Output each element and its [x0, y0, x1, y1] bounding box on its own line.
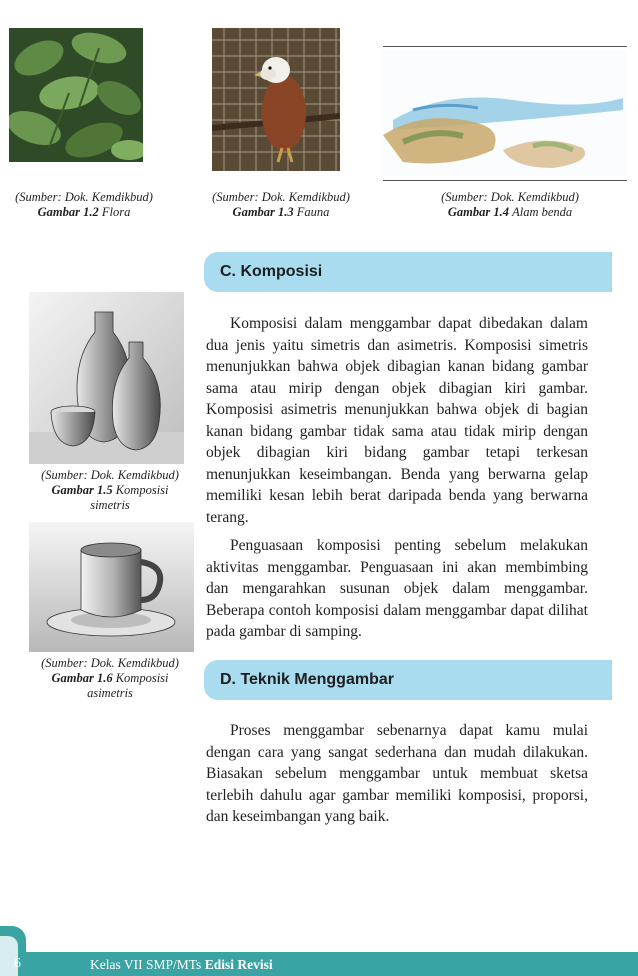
section-d-header	[204, 660, 612, 700]
figure-source: (Sumber: Dok. Kemdikbud)	[15, 190, 153, 204]
footer-edition-text: Edisi Revisi	[204, 957, 273, 972]
figure-title: Alam benda	[512, 205, 573, 219]
symmetric-vases-sketch	[29, 292, 184, 464]
footer-class-text: Kelas VII SMP/MTs	[90, 957, 202, 972]
figure-1-4-caption	[430, 190, 590, 220]
landscape-divider-top	[383, 46, 627, 47]
figure-source: (Sumber: Dok. Kemdikbud)	[41, 468, 179, 482]
figure-label: Gambar 1.4	[447, 205, 509, 219]
landscape-divider-bottom	[383, 180, 627, 181]
fauna-photo	[212, 28, 340, 171]
page-number: 6	[14, 956, 21, 971]
section-d-paragraph-1: Proses menggambar sebenarnya dapat kamu mulai dengan cara yang sangat sederhana dan mudah dilakukan. Biasakan sebelum menggambar untuk membuat sketsa terlebih dahulu agar gambar memiliki komposisi, proporsi, dan keseimbangan yang baik.	[206, 722, 588, 825]
section-c-header	[204, 252, 612, 292]
section-c-paragraph-2: Penguasaan komposisi penting sebelum melakukan aktivitas menggambar. Penguasaan ini akan membimbing dan mengarahkan susunan objek dalam menggambar. Beberapa contoh komposisi dalam menggambar dapat dilihat pada gambar di samping.	[206, 537, 588, 640]
section-d-title: D. Teknik Menggambar	[220, 671, 394, 688]
figure-1-6-caption	[30, 656, 190, 701]
figure-title: Komposisi	[115, 483, 169, 497]
section-c-title: C. Komposisi	[220, 263, 323, 280]
figure-label: Gambar 1.6	[51, 671, 113, 685]
figure-label: Gambar 1.3	[232, 205, 294, 219]
figure-title: Flora	[101, 205, 131, 219]
figure-1-5-caption	[30, 468, 190, 513]
figure-1-2-caption	[4, 190, 164, 220]
figure-label: Gambar 1.2	[37, 205, 99, 219]
figure-label: Gambar 1.5	[51, 483, 113, 497]
figure-title-line2: simetris	[90, 498, 130, 512]
footer-book-title	[90, 957, 273, 973]
asymmetric-cup-sketch	[29, 522, 194, 652]
figure-source: (Sumber: Dok. Kemdikbud)	[41, 656, 179, 670]
figure-source: (Sumber: Dok. Kemdikbud)	[441, 190, 579, 204]
figure-1-3-caption	[200, 190, 362, 220]
figure-source: (Sumber: Dok. Kemdikbud)	[212, 190, 350, 204]
figure-title: Komposisi	[115, 671, 169, 685]
section-c-paragraph-1: Komposisi dalam menggambar dapat dibedakan dalam dua jenis yaitu simetris dan asimetris. Komposisi simetris menunjukkan bahwa objek dibagian kanan bidang gambar sama atau mirip dengan objek dibagian kiri gambar. Komposisi asimetris menunjukkan bahwa objek di bagian kanan bidang gambar tidak sama atau tidak mirip dengan objek dibagian kiri bidang gambar tetapi terkesan menunjukkan keseimbangan. Benda yang berwarna gelap memiliki kesan lebih berat daripada benda yang berwarna terang.	[206, 315, 588, 526]
landscape-painting	[383, 50, 627, 176]
figure-title-line2: asimetris	[87, 686, 133, 700]
figure-title: Fauna	[296, 205, 330, 219]
flora-photo	[9, 28, 143, 162]
